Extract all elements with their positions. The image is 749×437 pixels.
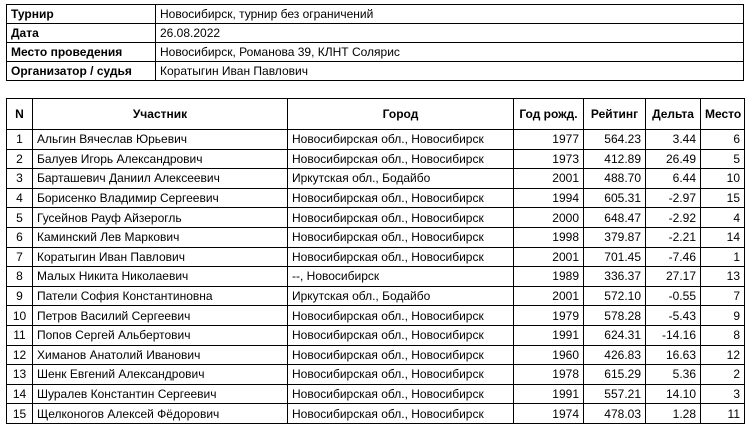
cell-place: 12 — [701, 345, 745, 365]
cell-birth-year: 1979 — [514, 306, 584, 326]
cell-birth-year: 1994 — [514, 188, 584, 208]
table-row — [7, 404, 745, 424]
cell-place: 4 — [701, 208, 745, 228]
cell-place: 14 — [701, 227, 745, 247]
cell-rating: 488.70 — [584, 169, 646, 189]
cell-delta: -0.55 — [646, 286, 701, 306]
cell-birth-year: 1991 — [514, 325, 584, 345]
cell-player: Шуралев Константин Сергеевич — [33, 384, 288, 404]
cell-rating: 648.47 — [584, 208, 646, 228]
table-row — [7, 267, 745, 287]
cell-city: Новосибирская обл., Новосибирск — [288, 384, 514, 404]
cell-rating: 412.89 — [584, 149, 646, 169]
cell-player: Каминский Лев Маркович — [33, 227, 288, 247]
info-row-organizer — [7, 62, 744, 81]
cell-player: Малых Никита Николаевич — [33, 267, 288, 287]
table-row — [7, 325, 745, 345]
cell-rating: 701.45 — [584, 247, 646, 267]
info-value: Новосибирск, турнир без ограничений — [156, 5, 744, 24]
cell-birth-year: 1974 — [514, 404, 584, 424]
cell-birth-year: 1991 — [514, 384, 584, 404]
table-row — [7, 384, 745, 404]
column-header-birth-year: Год рожд. — [514, 99, 584, 130]
cell-n: 5 — [7, 208, 33, 228]
cell-n: 13 — [7, 365, 33, 385]
cell-n: 3 — [7, 169, 33, 189]
cell-place: 7 — [701, 286, 745, 306]
info-row-venue — [7, 43, 744, 62]
cell-n: 2 — [7, 149, 33, 169]
cell-n: 8 — [7, 267, 33, 287]
cell-delta: -2.92 — [646, 208, 701, 228]
table-row — [7, 188, 745, 208]
cell-n: 7 — [7, 247, 33, 267]
cell-rating: 624.31 — [584, 325, 646, 345]
table-row — [7, 130, 745, 150]
cell-delta: 1.28 — [646, 404, 701, 424]
cell-birth-year: 1978 — [514, 365, 584, 385]
cell-place: 15 — [701, 188, 745, 208]
cell-n: 1 — [7, 130, 33, 150]
table-row — [7, 227, 745, 247]
cell-delta: -2.97 — [646, 188, 701, 208]
cell-n: 6 — [7, 227, 33, 247]
cell-player: Барташевич Даниил Алексеевич — [33, 169, 288, 189]
column-header-place: Место — [701, 99, 745, 130]
cell-city: Новосибирская обл., Новосибирск — [288, 345, 514, 365]
cell-rating: 478.03 — [584, 404, 646, 424]
cell-place: 8 — [701, 325, 745, 345]
cell-n: 14 — [7, 384, 33, 404]
table-row — [7, 306, 745, 326]
cell-city: Новосибирская обл., Новосибирск — [288, 325, 514, 345]
cell-delta: -5.43 — [646, 306, 701, 326]
cell-delta: -14.16 — [646, 325, 701, 345]
cell-player: Балуев Игорь Александрович — [33, 149, 288, 169]
cell-place: 2 — [701, 365, 745, 385]
cell-n: 4 — [7, 188, 33, 208]
cell-rating: 557.21 — [584, 384, 646, 404]
cell-delta: 27.17 — [646, 267, 701, 287]
cell-rating: 572.10 — [584, 286, 646, 306]
cell-city: Новосибирская обл., Новосибирск — [288, 188, 514, 208]
cell-player: Щелконогов Алексей Фёдорович — [33, 404, 288, 424]
cell-place: 3 — [701, 384, 745, 404]
cell-city: Новосибирская обл., Новосибирск — [288, 404, 514, 424]
cell-player: Борисенко Владимир Сергеевич — [33, 188, 288, 208]
cell-rating: 379.87 — [584, 227, 646, 247]
cell-n: 11 — [7, 325, 33, 345]
cell-rating: 578.28 — [584, 306, 646, 326]
cell-birth-year: 1973 — [514, 149, 584, 169]
cell-birth-year: 2001 — [514, 169, 584, 189]
cell-birth-year: 2001 — [514, 247, 584, 267]
cell-place: 11 — [701, 404, 745, 424]
cell-city: Иркутская обл., Бодайбо — [288, 169, 514, 189]
table-row — [7, 149, 745, 169]
cell-birth-year: 2000 — [514, 208, 584, 228]
info-row-tournament — [7, 5, 744, 24]
cell-delta: -7.46 — [646, 247, 701, 267]
cell-player: Шенк Евгений Александрович — [33, 365, 288, 385]
cell-player: Коратыгин Иван Павлович — [33, 247, 288, 267]
cell-rating: 605.31 — [584, 188, 646, 208]
cell-delta: 16.63 — [646, 345, 701, 365]
results-body — [7, 130, 745, 424]
column-header-player: Участник — [33, 99, 288, 130]
cell-place: 6 — [701, 130, 745, 150]
cell-delta: 3.44 — [646, 130, 701, 150]
cell-birth-year: 2001 — [514, 286, 584, 306]
info-row-date — [7, 24, 744, 43]
cell-place: 1 — [701, 247, 745, 267]
info-label: Место проведения — [7, 43, 156, 62]
cell-delta: 14.10 — [646, 384, 701, 404]
cell-n: 12 — [7, 345, 33, 365]
cell-city: Новосибирская обл., Новосибирск — [288, 365, 514, 385]
table-row — [7, 345, 745, 365]
tournament-info-table — [6, 4, 744, 81]
cell-place: 10 — [701, 169, 745, 189]
cell-city: Новосибирская обл., Новосибирск — [288, 306, 514, 326]
cell-city: Новосибирская обл., Новосибирск — [288, 130, 514, 150]
cell-rating: 564.23 — [584, 130, 646, 150]
cell-player: Гусейнов Рауф Айзерогль — [33, 208, 288, 228]
column-header-city: Город — [288, 99, 514, 130]
cell-place: 9 — [701, 306, 745, 326]
cell-player: Альгин Вячеслав Юрьевич — [33, 130, 288, 150]
cell-birth-year: 1989 — [514, 267, 584, 287]
column-header-rating: Рейтинг — [584, 99, 646, 130]
cell-player: Петров Василий Сергеевич — [33, 306, 288, 326]
info-value: Новосибирск, Романова 39, КЛНТ Солярис — [156, 43, 744, 62]
cell-delta: 5.36 — [646, 365, 701, 385]
cell-place: 13 — [701, 267, 745, 287]
cell-delta: -2.21 — [646, 227, 701, 247]
cell-city: Новосибирская обл., Новосибирск — [288, 208, 514, 228]
info-label: Турнир — [7, 5, 156, 24]
table-row — [7, 365, 745, 385]
cell-city: Иркутская обл., Бодайбо — [288, 286, 514, 306]
cell-player: Патели София Константиновна — [33, 286, 288, 306]
cell-rating: 426.83 — [584, 345, 646, 365]
info-label: Организатор / судья — [7, 62, 156, 81]
table-row — [7, 208, 745, 228]
cell-birth-year: 1998 — [514, 227, 584, 247]
cell-birth-year: 1977 — [514, 130, 584, 150]
table-header-row — [7, 99, 745, 130]
cell-city: Новосибирская обл., Новосибирск — [288, 149, 514, 169]
table-row — [7, 247, 745, 267]
cell-player: Химанов Анатолий Иванович — [33, 345, 288, 365]
cell-n: 9 — [7, 286, 33, 306]
info-value: Коратыгин Иван Павлович — [156, 62, 744, 81]
cell-n: 10 — [7, 306, 33, 326]
cell-city: Новосибирская обл., Новосибирск — [288, 227, 514, 247]
cell-n: 15 — [7, 404, 33, 424]
cell-delta: 6.44 — [646, 169, 701, 189]
column-header-delta: Дельта — [646, 99, 701, 130]
info-label: Дата — [7, 24, 156, 43]
info-value: 26.08.2022 — [156, 24, 744, 43]
table-row — [7, 286, 745, 306]
cell-rating: 615.29 — [584, 365, 646, 385]
cell-delta: 26.49 — [646, 149, 701, 169]
cell-birth-year: 1960 — [514, 345, 584, 365]
results-table — [6, 98, 745, 424]
table-row — [7, 169, 745, 189]
column-header-n: N — [7, 99, 33, 130]
cell-rating: 336.37 — [584, 267, 646, 287]
cell-city: --, Новосибирск — [288, 267, 514, 287]
cell-player: Попов Сергей Альбертович — [33, 325, 288, 345]
cell-city: Новосибирская обл., Новосибирск — [288, 247, 514, 267]
cell-place: 5 — [701, 149, 745, 169]
